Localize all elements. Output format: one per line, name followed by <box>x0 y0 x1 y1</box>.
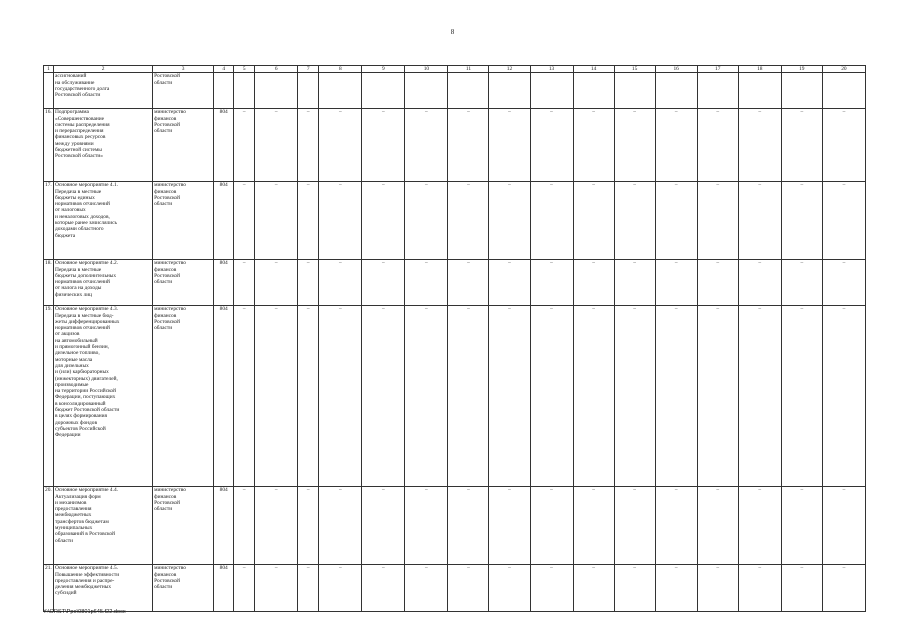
executor: министерство финансов Ростовской области <box>153 565 214 612</box>
value-cell <box>489 73 530 109</box>
value-cell: – <box>405 565 448 612</box>
value-cell: – <box>405 109 448 182</box>
budget-code: 804 <box>214 306 234 487</box>
executor: министерство финансов Ростовской области <box>153 487 214 565</box>
value-cell: – <box>234 260 255 306</box>
activity-name: Основное мероприятие 4.4. Актуализация форм и механизмов предоставления межбюджетных трансфертов бюджетам муниципальных образований в Ростовской области <box>54 487 153 565</box>
row-number: 19. <box>44 306 54 487</box>
value-cell: – <box>489 260 530 306</box>
activity-name: Основное мероприятие 4.1. Передача в местные бюджеты единых нормативов отчислений от налоговых и неналоговых доходов, которые ранее зачислялись доходами областного бюджета <box>54 182 153 260</box>
value-cell: – <box>234 182 255 260</box>
value-cell: – <box>489 182 530 260</box>
table-row <box>44 565 866 612</box>
value-cell: – <box>255 109 298 182</box>
column-number: 10 <box>405 66 448 73</box>
value-cell: – <box>781 109 822 182</box>
value-cell: – <box>530 306 573 487</box>
column-number: 11 <box>448 66 489 73</box>
value-cell: – <box>255 182 298 260</box>
value-cell: – <box>738 487 781 565</box>
value-cell: – <box>319 306 362 487</box>
value-cell: – <box>362 260 405 306</box>
value-cell: – <box>655 182 697 260</box>
value-cell: – <box>614 487 655 565</box>
value-cell <box>697 73 738 109</box>
value-cell: – <box>822 306 865 487</box>
value-cell <box>255 73 298 109</box>
column-number: 17 <box>697 66 738 73</box>
column-number: 3 <box>153 66 214 73</box>
value-cell: – <box>319 109 362 182</box>
budget-code: 804 <box>214 260 234 306</box>
value-cell: – <box>448 565 489 612</box>
budget-code: 804 <box>214 182 234 260</box>
row-number: 20. <box>44 487 54 565</box>
value-cell: – <box>530 260 573 306</box>
column-number: 8 <box>319 66 362 73</box>
column-number: 19 <box>781 66 822 73</box>
budget-code: 804 <box>214 487 234 565</box>
column-number: 6 <box>255 66 298 73</box>
table-body <box>44 66 866 612</box>
value-cell: – <box>573 487 614 565</box>
value-cell: – <box>319 182 362 260</box>
value-cell: – <box>298 487 319 565</box>
column-number: 12 <box>489 66 530 73</box>
value-cell: – <box>781 487 822 565</box>
value-cell: – <box>573 565 614 612</box>
column-number: 9 <box>362 66 405 73</box>
value-cell: – <box>489 109 530 182</box>
value-cell: – <box>489 565 530 612</box>
value-cell: – <box>255 565 298 612</box>
value-cell: – <box>530 109 573 182</box>
column-number: 20 <box>822 66 865 73</box>
value-cell <box>448 73 489 109</box>
executor: министерство финансов Ростовской области <box>153 182 214 260</box>
value-cell: – <box>405 487 448 565</box>
row-number: 18. <box>44 260 54 306</box>
column-number: 16 <box>655 66 697 73</box>
row-number: 17. <box>44 182 54 260</box>
value-cell: – <box>614 306 655 487</box>
value-cell: – <box>573 109 614 182</box>
value-cell: – <box>738 182 781 260</box>
value-cell: – <box>448 306 489 487</box>
value-cell: – <box>655 565 697 612</box>
value-cell: – <box>655 109 697 182</box>
column-number: 7 <box>298 66 319 73</box>
value-cell <box>362 73 405 109</box>
value-cell: – <box>573 182 614 260</box>
value-cell <box>655 73 697 109</box>
value-cell: – <box>614 565 655 612</box>
value-cell: – <box>822 565 865 612</box>
value-cell <box>573 73 614 109</box>
activity-name: Основное мероприятие 4.3. Передача в местные бюд- жеты дифференцированных нормативов отчислений от акцизов на автомобильный и прямогонный бензин, дизельное топливо, моторные масла для дизельных и (или) карбюраторных (инжекторных) двигателей, производимые на территории Российской Федерации, поступающих в консолидированный бюджет Ростовской области в целях формирования дорожных фондов субъектов Российской Федерации <box>54 306 153 487</box>
value-cell: – <box>298 260 319 306</box>
executor: министерство финансов Ростовской области <box>153 306 214 487</box>
value-cell: – <box>319 487 362 565</box>
value-cell <box>298 73 319 109</box>
column-number: 14 <box>573 66 614 73</box>
value-cell: – <box>489 487 530 565</box>
value-cell: – <box>614 109 655 182</box>
file-path-footer: Y:\ORST\Ppo\0801p645.f22.docx <box>43 609 126 615</box>
value-cell <box>822 73 865 109</box>
value-cell: – <box>448 487 489 565</box>
column-number: 4 <box>214 66 234 73</box>
value-cell: – <box>781 260 822 306</box>
value-cell: – <box>781 182 822 260</box>
value-cell: – <box>298 109 319 182</box>
value-cell: – <box>255 260 298 306</box>
value-cell: – <box>738 260 781 306</box>
value-cell: – <box>448 260 489 306</box>
row-number: 16. <box>44 109 54 182</box>
value-cell: – <box>489 306 530 487</box>
value-cell: – <box>655 487 697 565</box>
value-cell: – <box>319 565 362 612</box>
value-cell: – <box>255 487 298 565</box>
value-cell: – <box>697 487 738 565</box>
table-row <box>44 487 866 565</box>
value-cell: – <box>822 109 865 182</box>
executor: Ростовской области <box>153 73 214 109</box>
value-cell: – <box>405 182 448 260</box>
value-cell: – <box>697 260 738 306</box>
value-cell: – <box>362 306 405 487</box>
value-cell: – <box>738 306 781 487</box>
value-cell: – <box>573 306 614 487</box>
value-cell: – <box>298 565 319 612</box>
value-cell <box>614 73 655 109</box>
value-cell: – <box>738 565 781 612</box>
table-row <box>44 306 866 487</box>
value-cell: – <box>298 306 319 487</box>
budget-code: 804 <box>214 109 234 182</box>
value-cell: – <box>319 260 362 306</box>
value-cell: – <box>362 487 405 565</box>
value-cell: – <box>448 109 489 182</box>
budget-code <box>214 73 234 109</box>
value-cell <box>530 73 573 109</box>
column-number: 15 <box>614 66 655 73</box>
row-number <box>44 73 54 109</box>
column-number: 13 <box>530 66 573 73</box>
value-cell: – <box>822 487 865 565</box>
value-cell: – <box>234 306 255 487</box>
value-cell: – <box>614 182 655 260</box>
table-row <box>44 182 866 260</box>
value-cell: – <box>781 306 822 487</box>
value-cell <box>738 73 781 109</box>
executor: министерство финансов Ростовской области <box>153 109 214 182</box>
activity-name: ассигнований на обслуживание государственного долга Ростовской области <box>54 73 153 109</box>
row-number: 21. <box>44 565 54 612</box>
value-cell: – <box>822 260 865 306</box>
value-cell: – <box>614 260 655 306</box>
program-table <box>43 65 866 612</box>
value-cell: – <box>448 182 489 260</box>
value-cell: – <box>655 306 697 487</box>
column-number: 2 <box>54 66 153 73</box>
value-cell: – <box>697 109 738 182</box>
budget-code: 804 <box>214 565 234 612</box>
value-cell: – <box>362 182 405 260</box>
value-cell <box>234 73 255 109</box>
value-cell: – <box>234 565 255 612</box>
activity-name: Подпрограмма «Совершенствование системы распределения и перераспределения финансовых ресурсов между уровнями бюджетной системы Ростовской области» <box>54 109 153 182</box>
value-cell: – <box>697 565 738 612</box>
value-cell: – <box>697 306 738 487</box>
column-number: 5 <box>234 66 255 73</box>
table-row <box>44 73 866 109</box>
column-number: 1 <box>44 66 54 73</box>
value-cell: – <box>573 260 614 306</box>
page-number: 8 <box>450 28 455 36</box>
value-cell: – <box>234 487 255 565</box>
value-cell: – <box>530 565 573 612</box>
value-cell: – <box>738 109 781 182</box>
value-cell <box>405 73 448 109</box>
activity-name: Основное мероприятие 4.2. Передача в местные бюджеты дополнительных нормативов отчислений от налога на доходы физических лиц <box>54 260 153 306</box>
table-row <box>44 260 866 306</box>
value-cell: – <box>234 109 255 182</box>
executor: министерство финансов Ростовской области <box>153 260 214 306</box>
value-cell: – <box>298 182 319 260</box>
value-cell: – <box>405 260 448 306</box>
column-number: 18 <box>738 66 781 73</box>
value-cell: – <box>255 306 298 487</box>
value-cell: – <box>655 260 697 306</box>
value-cell: – <box>362 565 405 612</box>
column-number-row <box>44 66 866 73</box>
value-cell: – <box>781 565 822 612</box>
value-cell: – <box>530 182 573 260</box>
value-cell: – <box>822 182 865 260</box>
value-cell: – <box>362 109 405 182</box>
value-cell <box>781 73 822 109</box>
activity-name: Основное мероприятие 4.5. Повышение эффективности предоставления и распре- деления межбюджетных субсидий <box>54 565 153 612</box>
value-cell: – <box>530 487 573 565</box>
value-cell: – <box>697 182 738 260</box>
value-cell: – <box>405 306 448 487</box>
value-cell <box>319 73 362 109</box>
table-row <box>44 109 866 182</box>
